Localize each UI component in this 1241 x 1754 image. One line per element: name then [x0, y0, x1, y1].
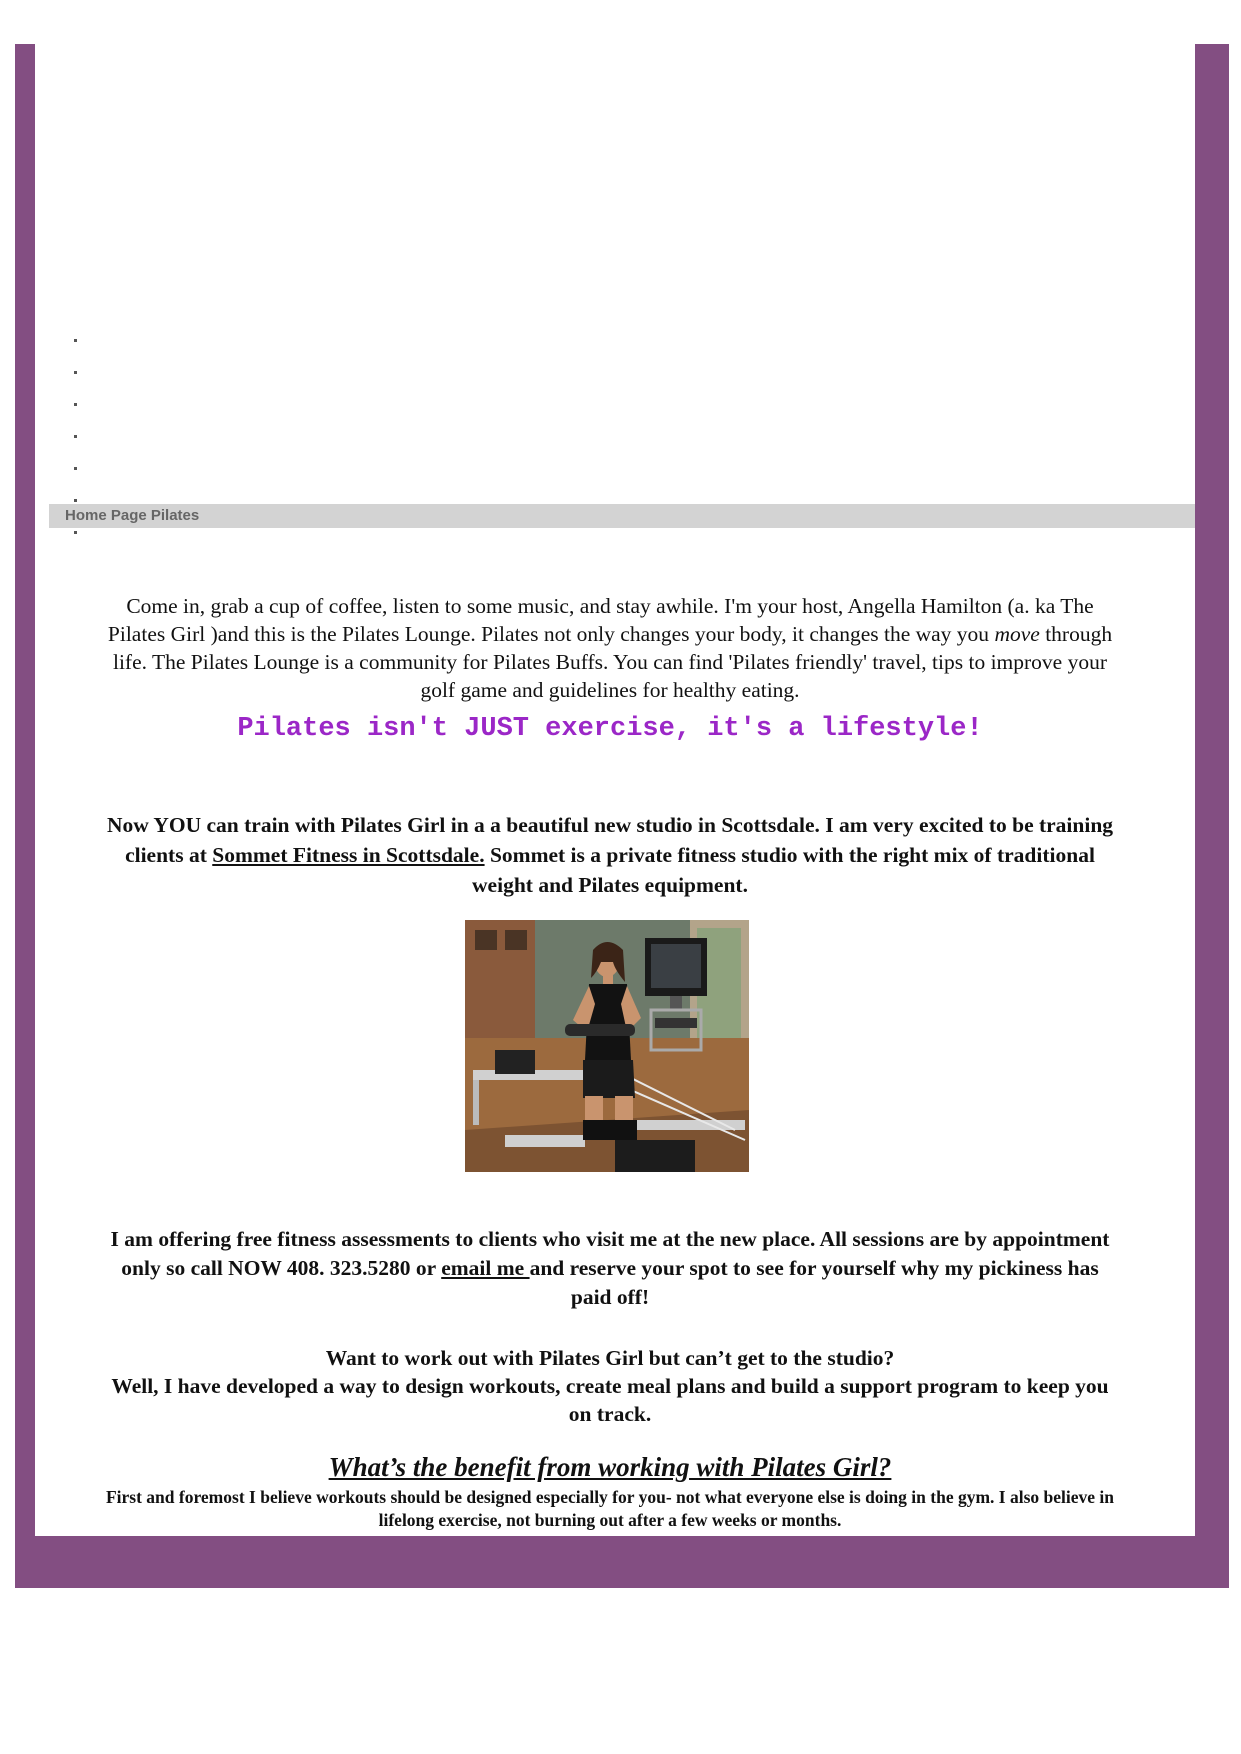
studio-text-2: Sommet is a private fitness studio with the right mix of traditional weight and Pilates equipment. [472, 843, 1095, 897]
benefit-heading: What’s the benefit from working with Pilates Girl? [328, 1452, 892, 1482]
nav-menu-item[interactable] [70, 391, 90, 423]
offer-text-2: and reserve your spot to see for yourself why my pickiness has paid off! [529, 1256, 1099, 1309]
benefit-paragraph: First and foremost I believe workouts should be designed especially for you- not what everyone else is doing in the gym. I also believe in lifelong exercise, not burning out after a few weeks or months. [105, 1487, 1115, 1530]
remote-question: Want to work out with Pilates Girl but can’t get to the studio? [325, 1346, 895, 1370]
remote-paragraph [100, 1344, 1120, 1428]
studio-text-1: Now YOU can train with Pilates Girl in a a beautiful new studio in Scottsdale. I am very excited to be training clients at [106, 813, 1114, 867]
intro-italic: move [994, 622, 1040, 646]
remote-answer: Well, I have developed a way to design workouts, create meal plans and build a support program to keep you on track. [111, 1374, 1109, 1426]
offer-text-1: I am offering free fitness assessments to clients who visit me at the new place. All sessions are by appointment only so call NOW 408. 323.5280 or [110, 1227, 1110, 1280]
studio-paragraph [100, 810, 1120, 900]
nav-menu-item[interactable] [70, 359, 90, 391]
intro-text-2: through life. The Pilates Lounge is a community for Pilates Buffs. You can find 'Pilates friendly' travel, tips to improve your golf game and guidelines for healthy eating. [112, 622, 1113, 702]
tagline: Pilates isn't JUST exercise, it's a lifestyle! [237, 714, 983, 744]
sommet-fitness-link[interactable]: Sommet Fitness in Scottsdale. [212, 843, 485, 867]
pilates-studio-photo [465, 920, 749, 1172]
email-link[interactable]: email me [441, 1256, 530, 1280]
nav-menu-item[interactable] [70, 423, 90, 455]
content-area [35, 44, 1195, 1536]
breadcrumb[interactable]: Home Page Pilates [65, 507, 200, 524]
nav-menu-item[interactable] [70, 327, 90, 359]
offer-paragraph [100, 1225, 1120, 1312]
breadcrumb-bar [49, 504, 1195, 528]
intro-text-1: Come in, grab a cup of coffee, listen to some music, and stay awhile. I'm your host, Angella Hamilton (a. ka The Pilates Girl )and this is the Pilates Lounge. Pilates not only changes your body, it changes the way you [107, 594, 1094, 646]
nav-menu-item[interactable] [70, 455, 90, 487]
intro-paragraph [100, 592, 1120, 704]
